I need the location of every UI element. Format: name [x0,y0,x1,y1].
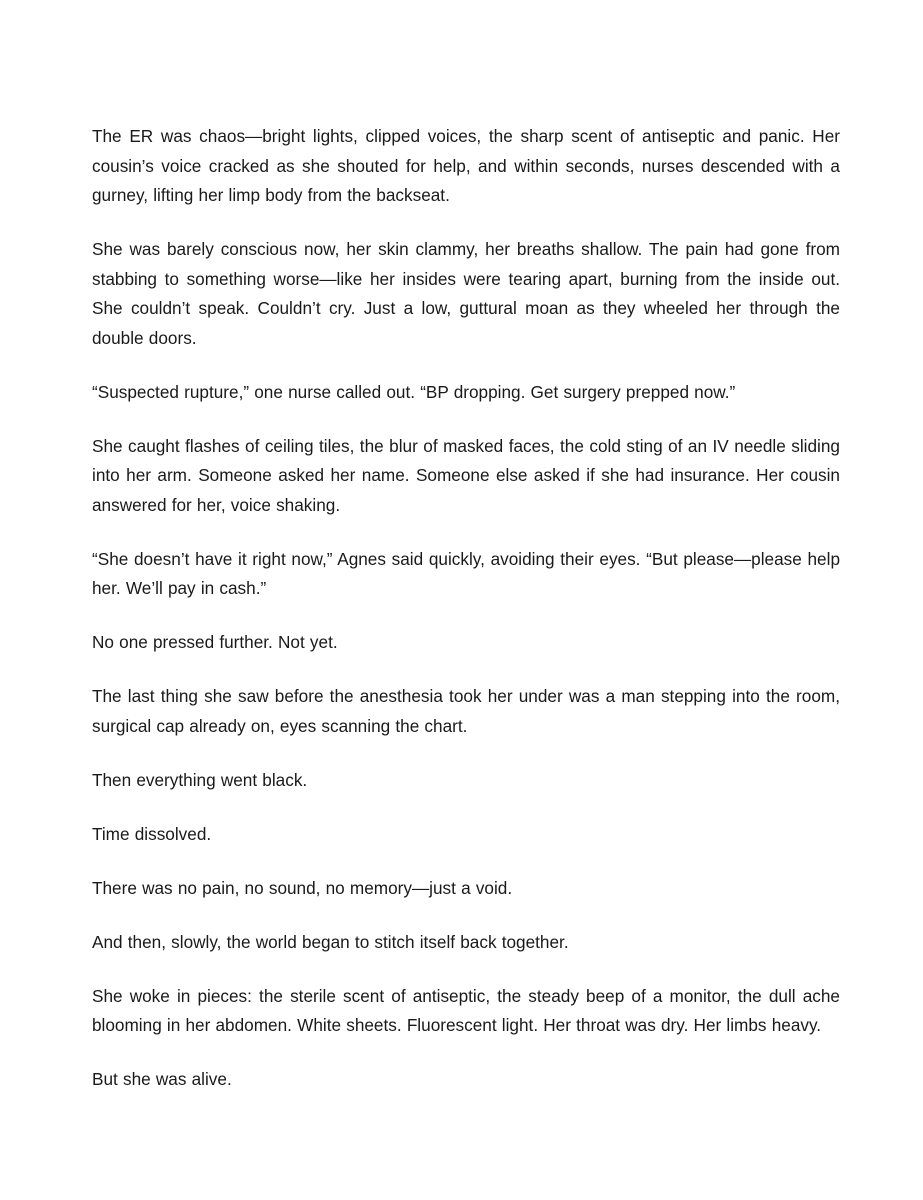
paragraph: No one pressed further. Not yet. [92,632,338,652]
document-page [92,122,840,1119]
paragraph: There was no pain, no sound, no memory—just a void. [92,877,513,898]
paragraph: The last thing she saw before the anesthesia took her under was a man stepping into the room, surgical cap already on, eyes scanning the chart. [92,686,840,736]
paragraph: She was barely conscious now, her skin clammy, her breaths shallow. The pain had gone from stabbing to something worse—like her insides were tearing apart, burning from the inside out. She couldn’t speak. Couldn’t cry. Just a low, guttural moan as they wheeled her through the double doors. [92,239,840,348]
paragraph: Then everything went black. [92,769,308,790]
paragraph: “She doesn’t have it right now,” Agnes said quickly, avoiding their eyes. “But please—please help her. We’ll pay in cash.” [92,548,840,598]
paragraph: “Suspected rupture,” one nurse called out. “BP dropping. Get surgery prepped now.” [92,381,736,402]
paragraph: The ER was chaos—bright lights, clipped voices, the sharp scent of antiseptic and panic. Her cousin’s voice cracked as she shouted for help, and within seconds, nurses descended with a gurney, lifting her limp body from the backseat. [92,126,840,205]
paragraph: But she was alive. [92,1069,232,1089]
paragraph: And then, slowly, the world began to stitch itself back together. [92,931,569,952]
paragraph: She woke in pieces: the sterile scent of antiseptic, the steady beep of a monitor, the dull ache blooming in her abdomen. White sheets. Fluorescent light. Her throat was dry. Her limbs heavy. [92,985,840,1035]
paragraph: Time dissolved. [92,823,212,844]
paragraph: She caught flashes of ceiling tiles, the blur of masked faces, the cold sting of an IV needle sliding into her arm. Someone asked her name. Someone else asked if she had insurance. Her cousin answered for her, voice shaking. [92,435,840,515]
